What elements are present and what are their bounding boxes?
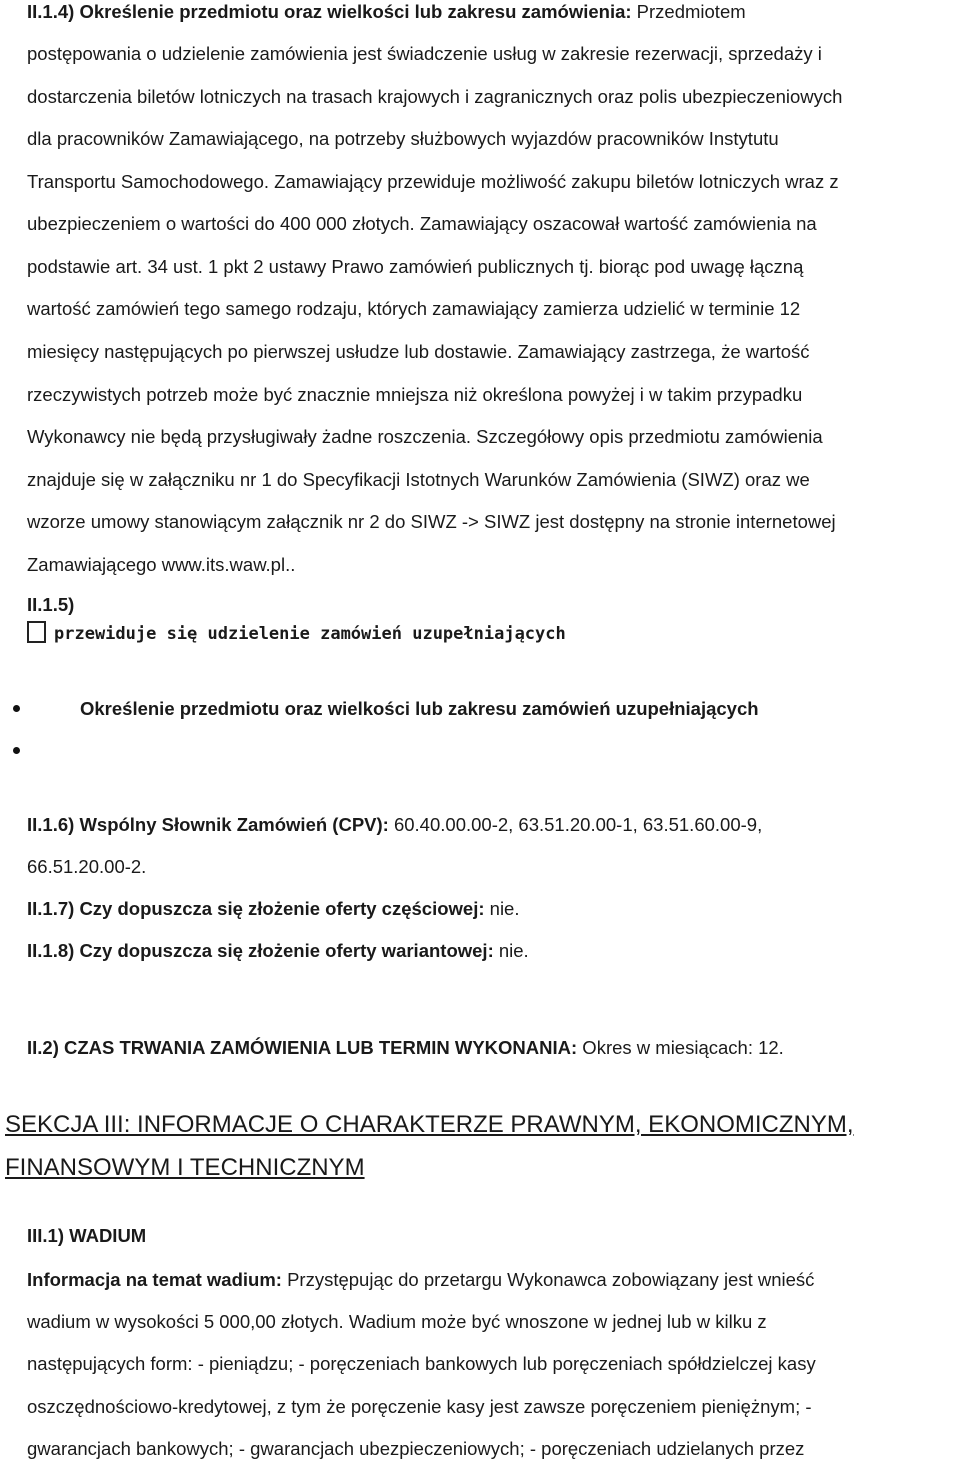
section-114-first-line	[27, 0, 746, 24]
bullet-icon	[13, 747, 20, 754]
supplementary-orders-checkbox[interactable]	[27, 621, 46, 643]
paragraph-line: miesięcy następujących po pierwszej usłudze lub dostawie. Zamawiający zastrzega, że wartość	[27, 341, 810, 362]
wadium-info-label: Informacja na temat wadium:	[27, 1269, 282, 1290]
section-115-heading: II.1.5)	[27, 594, 75, 615]
wadium-heading: III.1) WADIUM	[27, 1225, 147, 1246]
variant-offer-label: II.1.8) Czy dopuszcza się złożenie oferty wariantowej:	[27, 940, 494, 961]
paragraph-line: rzeczywistych potrzeb może być znacznie mniejsza niż określona powyżej i w takim przypadku	[27, 384, 803, 405]
paragraph-line: następujących form: - pieniądzu; - poręczeniach bankowych lub poręczeniach spółdzielczej kasy	[27, 1353, 816, 1374]
paragraph-line: dostarczenia biletów lotniczych na trasach krajowych i zagranicznych oraz polis ubezpieczeniowych	[27, 86, 843, 107]
paragraph-line: oszczędnościowo-kredytowej, z tym że poręczenie kasy jest zawsze poręczeniem pieniężnym; -	[27, 1396, 812, 1417]
paragraph-line: wadium w wysokości 5 000,00 złotych. Wadium może być wnoszone w jednej lub w kilku z	[27, 1311, 767, 1332]
paragraph-line: wartość zamówień tego samego rodzaju, których zamawiający zamierza udzielić w terminie 12	[27, 298, 801, 319]
partial-offer-label: II.1.7) Czy dopuszcza się złożenie oferty częściowej:	[27, 898, 485, 919]
paragraph-line: gwarancjach bankowych; - gwarancjach ubezpieczeniowych; - poręczeniach udzielanych przez	[27, 1438, 805, 1459]
paragraph-line: Transportu Samochodowego. Zamawiający przewiduje możliwość zakupu biletów lotniczych wraz z	[27, 171, 839, 192]
cpv-codes-continued: 66.51.20.00-2.	[27, 856, 147, 877]
variant-offer-value: nie.	[493, 940, 529, 961]
bullet-item-text: Określenie przedmiotu oraz wielkości lub zakresu zamówień uzupełniających	[80, 698, 759, 719]
paragraph-line: wzorze umowy stanowiącym załącznik nr 2 do SIWZ -> SIWZ jest dostępny na stronie internetowej	[27, 511, 836, 532]
paragraph-line: podstawie art. 34 ust. 1 pkt 2 ustawy Prawo zamówień publicznych tj. biorąc pod uwagę łączną	[27, 256, 804, 277]
section-3-heading-line1: SEKCJA III: INFORMACJE O CHARAKTERZE PRAWNYM, EKONOMICZNYM,	[5, 1111, 854, 1138]
duration-value: Okres w miesiącach: 12.	[577, 1037, 784, 1058]
section-2-line	[27, 1036, 784, 1060]
paragraph-line: postępowania o udzielenie zamówienia jest świadczenie usług w zakresie rezerwacji, sprzedaży i	[27, 43, 822, 64]
section-3-heading-line2: FINANSOWYM I TECHNICZNYM	[5, 1154, 365, 1181]
bullet-icon	[13, 705, 20, 712]
paragraph-line: Zamawiającego www.its.waw.pl..	[27, 554, 296, 575]
paragraph-line: Wykonawcy nie będą przysługiwały żadne roszczenia. Szczegółowy opis przedmiotu zamówienia	[27, 426, 823, 447]
paragraph-line: Przystępując do przetargu Wykonawca zobowiązany jest wnieść	[281, 1269, 815, 1290]
section-117-line	[27, 897, 519, 921]
paragraph-line: dla pracowników Zamawiającego, na potrzeby służbowych wyjazdów pracowników Instytutu	[27, 128, 779, 149]
cpv-label: II.1.6) Wspólny Słownik Zamówień (CPV):	[27, 814, 389, 835]
duration-label: II.2) CZAS TRWANIA ZAMÓWIENIA LUB TERMIN WYKONANIA:	[27, 1037, 578, 1058]
wadium-info-first-line	[27, 1268, 814, 1292]
section-118-line	[27, 939, 529, 963]
checkbox-label: przewiduje się udzielenie zamówień uzupełniających	[54, 624, 566, 644]
cpv-codes: 60.40.00.00-2, 63.51.20.00-1, 63.51.60.00-9,	[388, 814, 763, 835]
section-114-heading: II.1.4) Określenie przedmiotu oraz wielkości lub zakresu zamówienia:	[27, 1, 632, 22]
paragraph-line: Przedmiotem	[631, 1, 746, 22]
paragraph-line: znajduje się w załączniku nr 1 do Specyfikacji Istotnych Warunków Zamówienia (SIWZ) oraz we	[27, 469, 810, 490]
section-116-line	[27, 813, 762, 837]
partial-offer-value: nie.	[484, 898, 520, 919]
paragraph-line: ubezpieczeniem o wartości do 400 000 złotych. Zamawiający oszacował wartość zamówienia na	[27, 213, 817, 234]
